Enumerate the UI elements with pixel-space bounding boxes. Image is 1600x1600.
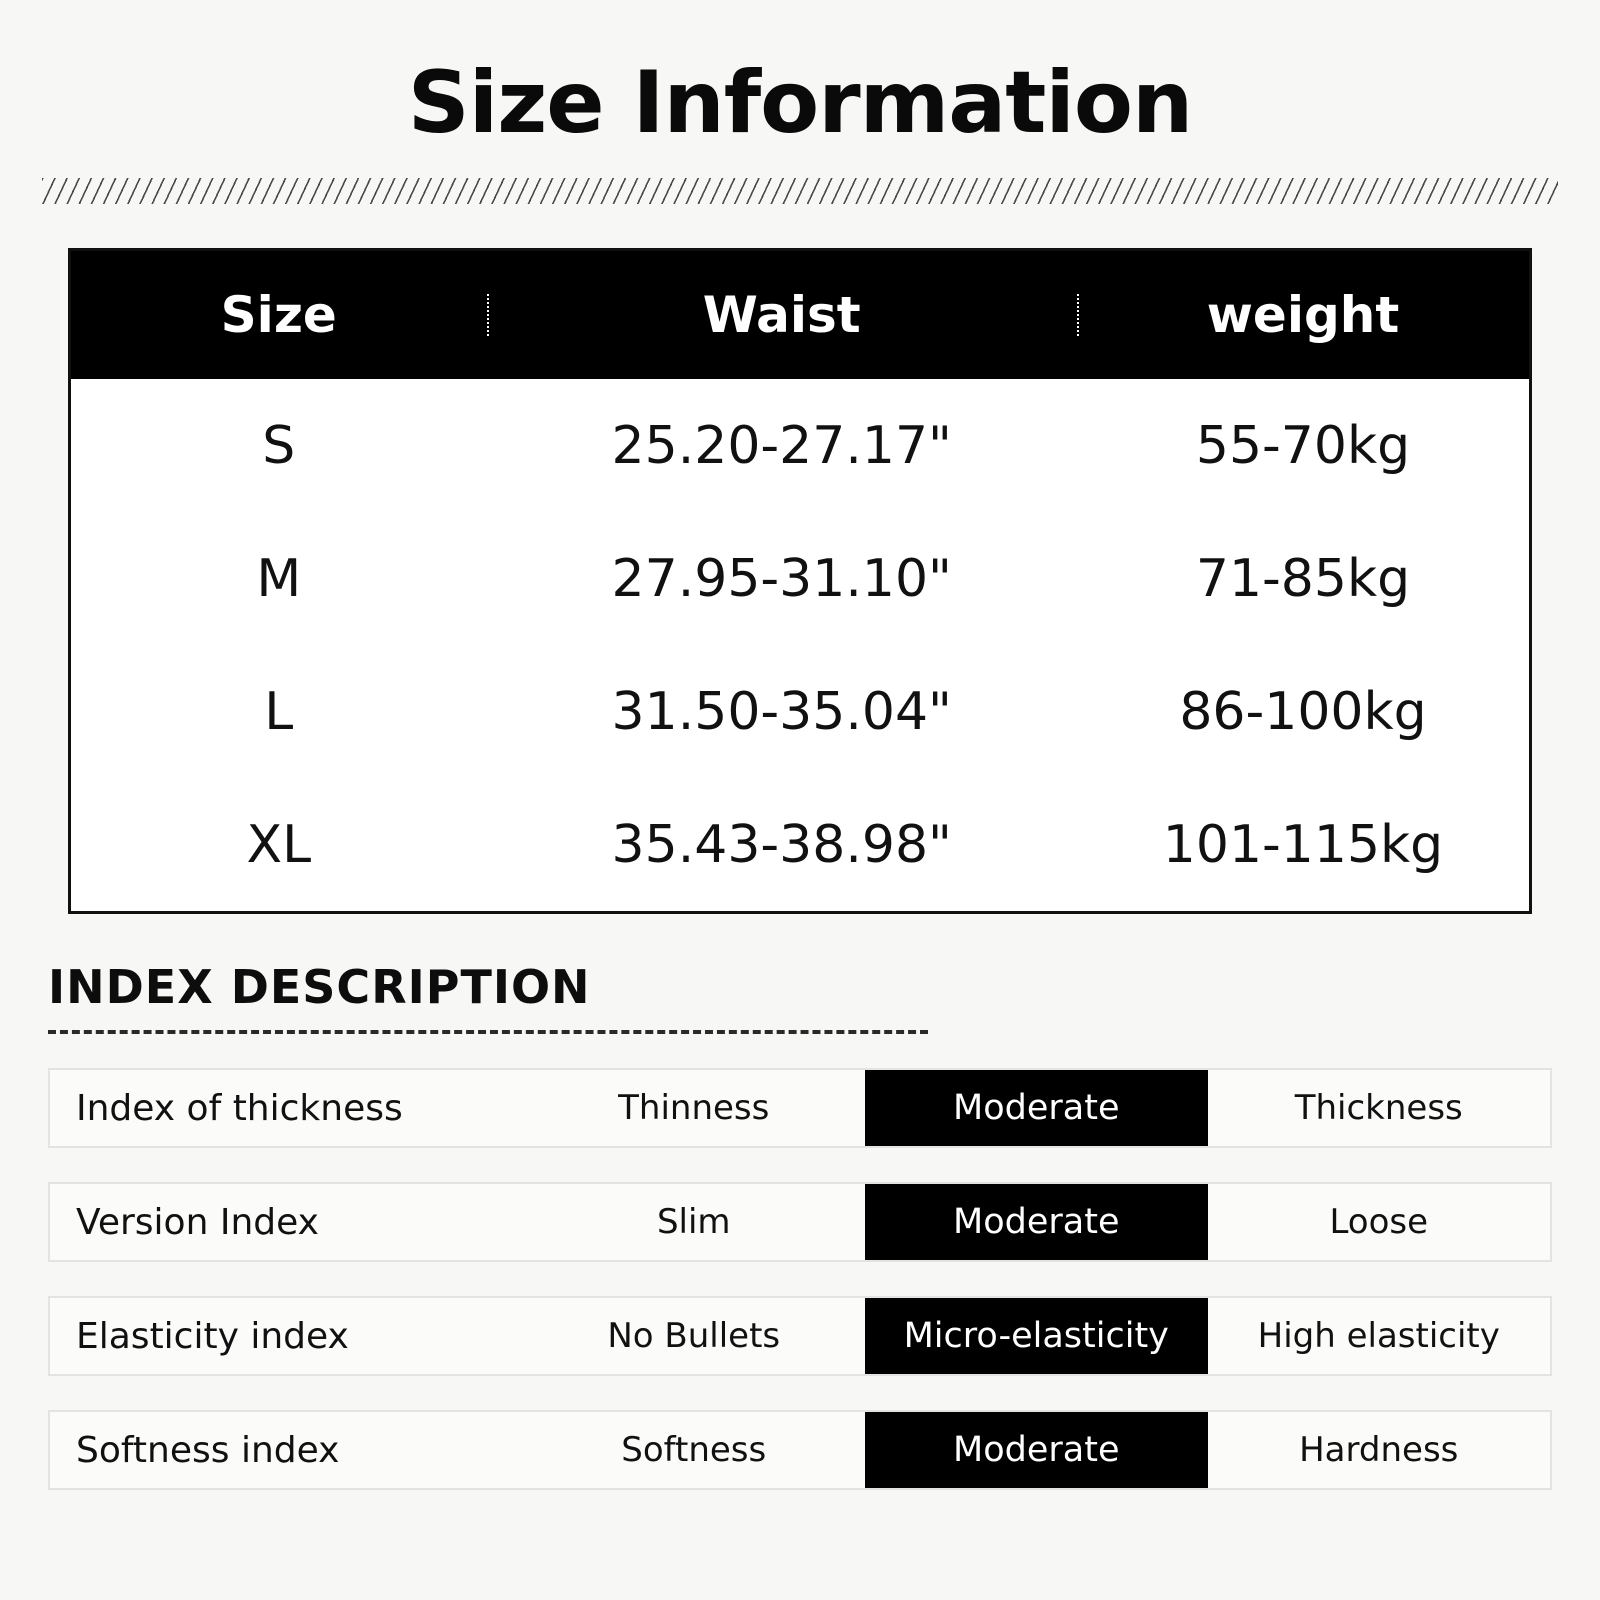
size-table — [68, 248, 1532, 914]
index-option-1[interactable]: Slim — [523, 1184, 866, 1260]
cell-waist: 35.43-38.98" — [611, 814, 952, 875]
index-row-label: Index of thickness — [50, 1070, 523, 1146]
index-row-softness — [48, 1410, 1552, 1490]
hatch-divider — [42, 178, 1558, 204]
dashed-divider — [48, 1030, 928, 1034]
index-option-1[interactable]: Softness — [523, 1412, 866, 1488]
index-row-label: Elasticity index — [50, 1298, 523, 1374]
index-option-1[interactable]: Thinness — [523, 1070, 866, 1146]
cell-size: M — [256, 548, 302, 609]
index-option-3[interactable]: High elasticity — [1208, 1298, 1551, 1374]
index-row-elasticity — [48, 1296, 1552, 1376]
index-description-list — [48, 1068, 1552, 1490]
cell-waist: 25.20-27.17" — [611, 415, 952, 476]
size-table-header-row — [71, 251, 1529, 379]
table-row — [71, 379, 1529, 512]
cell-weight: 55-70kg — [1195, 415, 1411, 476]
index-option-2[interactable]: Moderate — [865, 1412, 1208, 1488]
index-option-3[interactable]: Hardness — [1208, 1412, 1551, 1488]
cell-size: XL — [246, 814, 312, 875]
cell-weight: 101-115kg — [1162, 814, 1444, 875]
index-option-2[interactable]: Micro-elasticity — [865, 1298, 1208, 1374]
table-row — [71, 512, 1529, 645]
page-title: Size Information — [407, 53, 1193, 153]
index-option-2[interactable]: Moderate — [865, 1070, 1208, 1146]
column-header-weight: weight — [1077, 286, 1529, 344]
cell-waist: 31.50-35.04" — [611, 681, 952, 742]
table-row — [71, 778, 1529, 911]
index-row-label: Softness index — [50, 1412, 523, 1488]
cell-size: S — [262, 415, 296, 476]
cell-waist: 27.95-31.10" — [611, 548, 952, 609]
index-row-version — [48, 1182, 1552, 1262]
column-header-waist: Waist — [487, 286, 1077, 344]
index-option-2[interactable]: Moderate — [865, 1184, 1208, 1260]
index-option-1[interactable]: No Bullets — [523, 1298, 866, 1374]
size-table-body — [71, 379, 1529, 911]
table-row — [71, 645, 1529, 778]
index-description-title: INDEX DESCRIPTION — [48, 960, 591, 1015]
cell-size: L — [264, 681, 294, 742]
cell-weight: 86-100kg — [1179, 681, 1427, 742]
cell-weight: 71-85kg — [1195, 548, 1411, 609]
index-option-3[interactable]: Thickness — [1208, 1070, 1551, 1146]
index-option-3[interactable]: Loose — [1208, 1184, 1551, 1260]
column-header-size: Size — [220, 286, 337, 345]
index-row-thickness — [48, 1068, 1552, 1148]
index-row-label: Version Index — [50, 1184, 523, 1260]
